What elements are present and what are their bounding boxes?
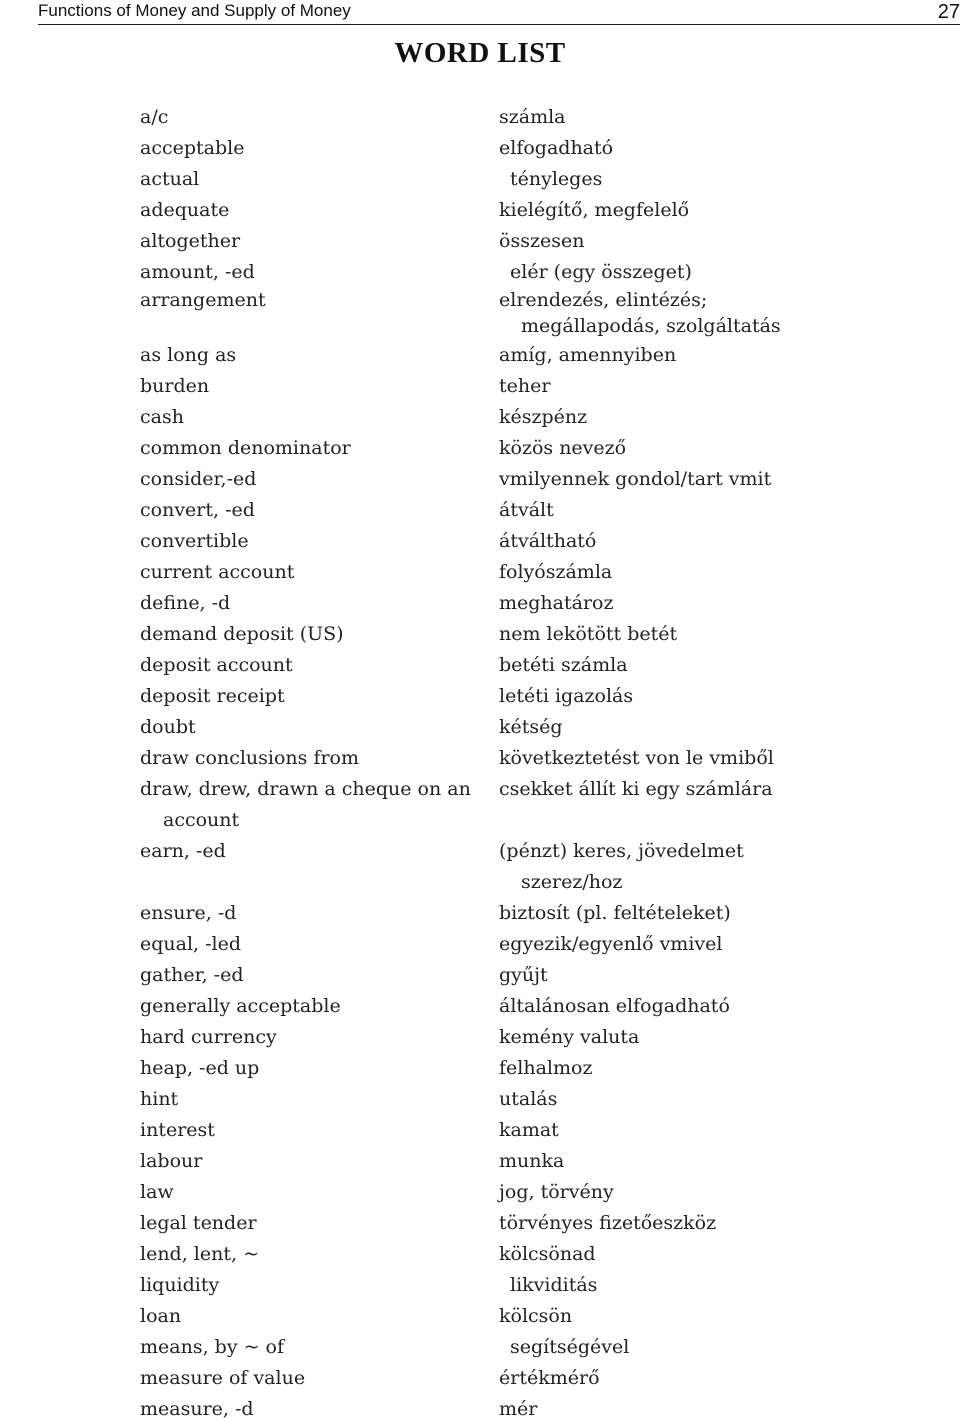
entry-term: a/c xyxy=(140,106,169,128)
running-header-title: Functions of Money and Supply of Money xyxy=(38,1,351,20)
entry-translation: átváltható xyxy=(499,530,597,552)
entry-term: earn, -ed xyxy=(140,840,226,862)
entry-translation: vmilyennek gondol/tart vmit xyxy=(499,468,772,490)
entry-term: convert, -ed xyxy=(140,499,255,521)
entry-translation: meghatároz xyxy=(499,592,614,614)
entry-term: hint xyxy=(140,1088,179,1110)
entry-translation: kemény valuta xyxy=(499,1026,640,1048)
entry-translation-continued: megállapodás, szolgáltatás xyxy=(521,315,781,337)
entry-term: arrangement xyxy=(140,289,266,311)
entry-translation: (pénzt) keres, jövedelmet xyxy=(499,840,744,862)
entry-translation: egyezik/egyenlő vmivel xyxy=(499,933,723,955)
entry-term: convertible xyxy=(140,530,249,552)
entry-term: liquidity xyxy=(140,1274,220,1296)
entry-translation: átvált xyxy=(499,499,554,521)
entry-term: amount, -ed xyxy=(140,261,255,283)
entry-term: equal, -led xyxy=(140,933,242,955)
entry-translation: csekket állít ki egy számlára xyxy=(499,778,773,800)
entry-term: labour xyxy=(140,1150,203,1172)
page-number: 27 xyxy=(937,1,960,23)
entry-term: legal tender xyxy=(140,1212,257,1234)
entry-translation: kielégítő, megfelelő xyxy=(499,199,690,221)
entry-translation: folyószámla xyxy=(499,561,613,583)
entry-term: acceptable xyxy=(140,137,245,159)
entry-translation: általánosan elfogadható xyxy=(499,995,730,1017)
entry-translation: készpénz xyxy=(499,406,588,428)
entry-translation: kölcsönad xyxy=(499,1243,596,1265)
entry-translation: jog, törvény xyxy=(499,1181,614,1203)
entry-translation: kamat xyxy=(499,1119,559,1141)
entry-term: generally acceptable xyxy=(140,995,341,1017)
entry-term: means, by ~ of xyxy=(140,1336,285,1358)
entry-term: as long as xyxy=(140,344,237,366)
entry-translation: teher xyxy=(499,375,551,397)
entry-term-continued: account xyxy=(163,809,240,831)
entry-term: common denominator xyxy=(140,437,351,459)
entry-translation: tényleges xyxy=(510,168,603,190)
entry-translation: utalás xyxy=(499,1088,558,1110)
entry-translation: értékmérő xyxy=(499,1367,600,1389)
entry-term: measure of value xyxy=(140,1367,306,1389)
entry-term: actual xyxy=(140,168,200,190)
entry-term: cash xyxy=(140,406,184,428)
entry-translation: elrendezés, elintézés; xyxy=(499,289,708,311)
entry-translation: biztosít (pl. feltételeket) xyxy=(499,902,731,924)
entry-translation: letéti igazolás xyxy=(499,685,634,707)
entry-term: measure, -d xyxy=(140,1398,254,1420)
entry-term: adequate xyxy=(140,199,230,221)
entry-translation: nem lekötött betét xyxy=(499,623,678,645)
entry-translation: törvényes fizetőeszköz xyxy=(499,1212,717,1234)
entry-translation: gyűjt xyxy=(499,964,548,986)
entry-translation: kétség xyxy=(499,716,563,738)
entry-term: burden xyxy=(140,375,210,397)
entry-term: ensure, -d xyxy=(140,902,237,924)
entry-translation-continued: szerez/hoz xyxy=(521,871,623,893)
entry-translation: munka xyxy=(499,1150,565,1172)
entry-translation: betéti számla xyxy=(499,654,628,676)
entry-term: heap, -ed up xyxy=(140,1057,260,1079)
entry-term: doubt xyxy=(140,716,196,738)
entry-term: consider,-ed xyxy=(140,468,257,490)
entry-translation: közös nevező xyxy=(499,437,627,459)
entry-translation: mér xyxy=(499,1398,538,1420)
page-header xyxy=(38,0,960,25)
entry-term: interest xyxy=(140,1119,215,1141)
entry-term: deposit account xyxy=(140,654,293,676)
entry-translation: számla xyxy=(499,106,566,128)
entry-translation: segítségével xyxy=(510,1336,630,1358)
entry-term: demand deposit (US) xyxy=(140,623,344,645)
entry-term: altogether xyxy=(140,230,241,252)
entry-translation: összesen xyxy=(499,230,585,252)
entry-term: law xyxy=(140,1181,174,1203)
entry-translation: elér (egy összeget) xyxy=(510,261,692,283)
entry-term: draw, drew, drawn a cheque on an xyxy=(140,778,471,800)
entry-translation: kölcsön xyxy=(499,1305,573,1327)
entry-term: hard currency xyxy=(140,1026,277,1048)
entry-translation: felhalmoz xyxy=(499,1057,593,1079)
page-title: WORD LIST xyxy=(394,37,566,69)
entry-term: draw conclusions from xyxy=(140,747,360,769)
entry-term: loan xyxy=(140,1305,182,1327)
entry-term: define, -d xyxy=(140,592,231,614)
entry-term: current account xyxy=(140,561,295,583)
entry-term: lend, lent, ~ xyxy=(140,1243,259,1265)
entry-translation: likviditás xyxy=(510,1274,598,1296)
entry-term: deposit receipt xyxy=(140,685,285,707)
entry-term: gather, -ed xyxy=(140,964,244,986)
entry-translation: következtetést von le vmiből xyxy=(499,747,774,769)
entry-translation: elfogadható xyxy=(499,137,614,159)
entry-translation: amíg, amennyiben xyxy=(499,344,677,366)
